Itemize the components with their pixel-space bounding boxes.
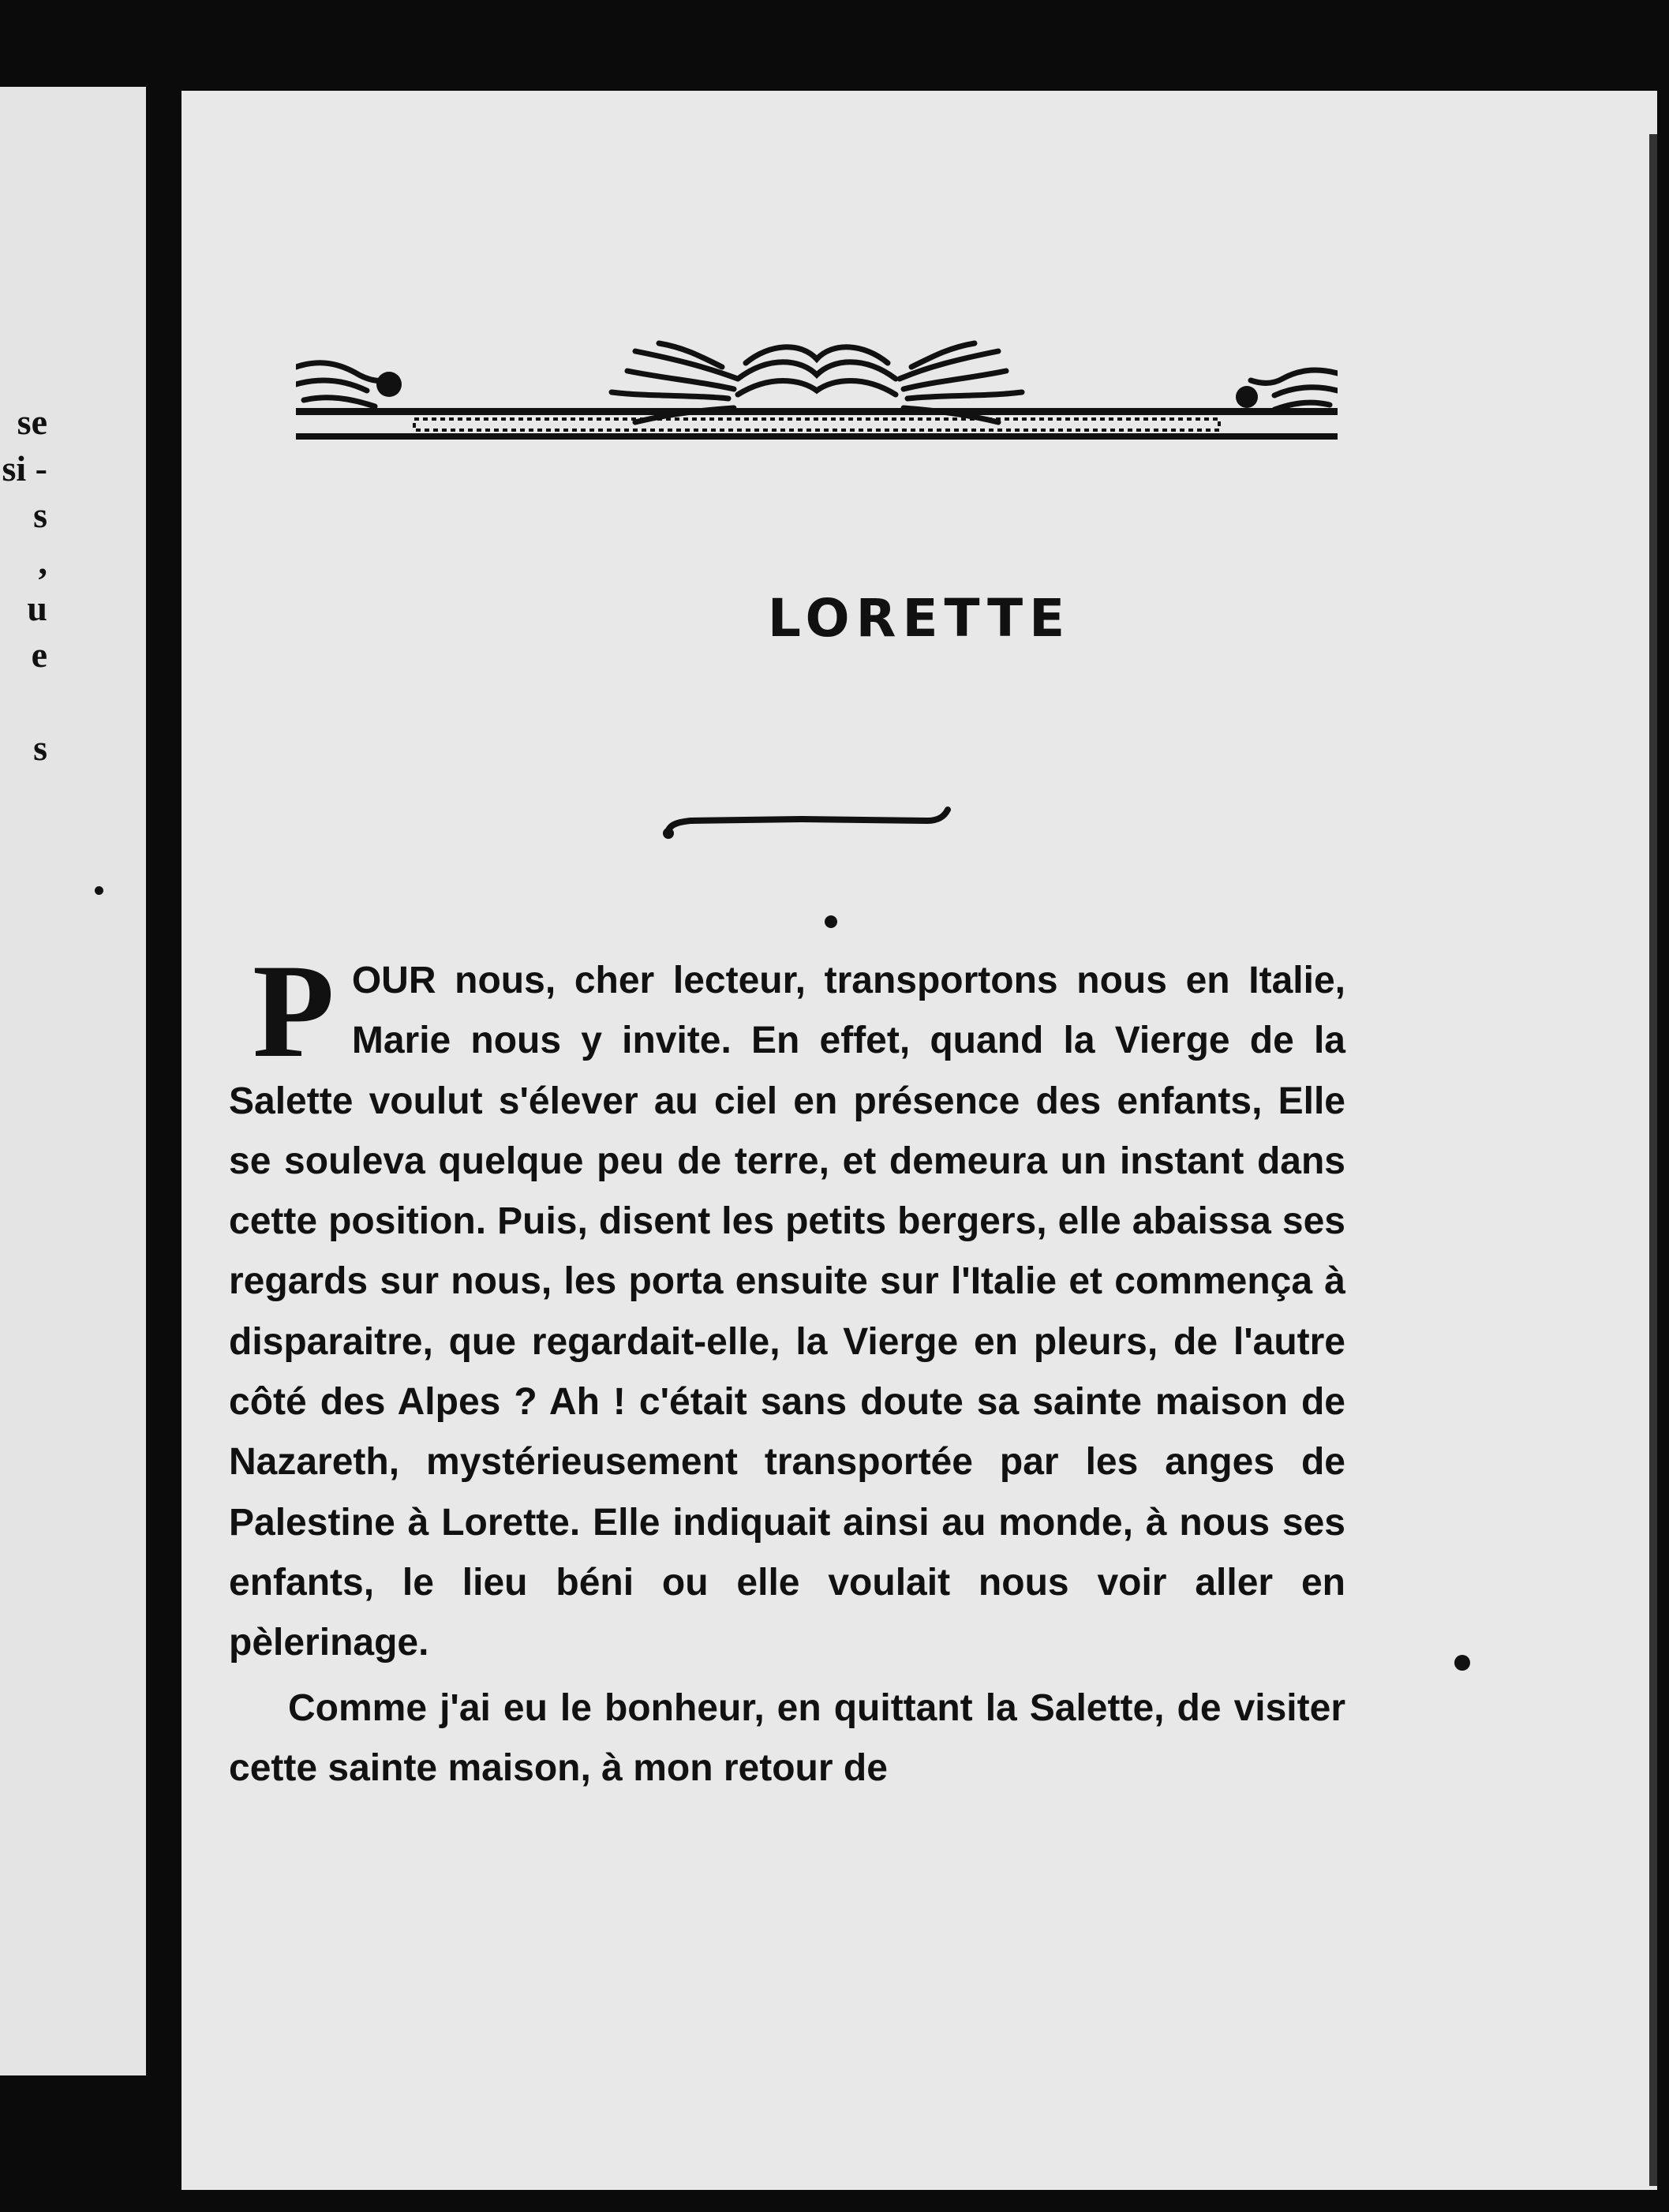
ornamental-headpiece bbox=[296, 335, 1338, 446]
chapter-title: LORETTE bbox=[767, 588, 1072, 649]
book-gutter bbox=[146, 87, 181, 2075]
edge-line bbox=[0, 678, 47, 724]
facing-page-edge-text bbox=[0, 399, 47, 771]
ink-speck bbox=[95, 886, 103, 895]
edge-line: e bbox=[31, 634, 47, 675]
edge-line: se bbox=[17, 402, 47, 442]
edge-line: u bbox=[27, 588, 47, 628]
drop-cap: P bbox=[253, 937, 335, 1085]
ink-speck bbox=[825, 915, 837, 928]
edge-line: s bbox=[33, 495, 47, 535]
paragraph: Comme j'ai eu le bonheur, en quittant la Salette, de visiter cette sainte maison, à mon retour de bbox=[229, 1686, 1345, 1789]
facing-page-fragment bbox=[0, 87, 146, 2075]
paragraph bbox=[229, 937, 1345, 1674]
ink-speck bbox=[1454, 1655, 1470, 1671]
edge-line: s bbox=[33, 728, 47, 768]
paragraph-text: OUR nous, cher lecteur, transportons nous en Italie, Marie nous y invite. En effet, quand la Vierge de la Salette voulut s'élever au ciel en présence des enfants, Elle se souleva quelque peu de terre, et demeura un instant dans cette position. Puis, disent les petits bergers, elle abaissa ses regards sur nous, les porta ensuite sur l'Italie et commença à disparaitre, que regardait-elle, la Vierge en pleurs, de l'autre côté des Alpes ? Ah ! c'était sans doute sa sainte maison de Nazareth, mystérieusement transportée par les anges de Palestine à Lorette. Elle indiquait ainsi au monde, à nous ses enfants, le lieu béni ou elle voulait nous voir aller en pèlerinage. bbox=[229, 960, 1345, 1664]
edge-line: si - bbox=[2, 448, 47, 488]
chapter-body bbox=[229, 937, 1345, 1798]
edge-line: , bbox=[38, 541, 47, 582]
ornamental-rule bbox=[659, 803, 959, 843]
page-edge-shadow bbox=[1649, 134, 1657, 2186]
